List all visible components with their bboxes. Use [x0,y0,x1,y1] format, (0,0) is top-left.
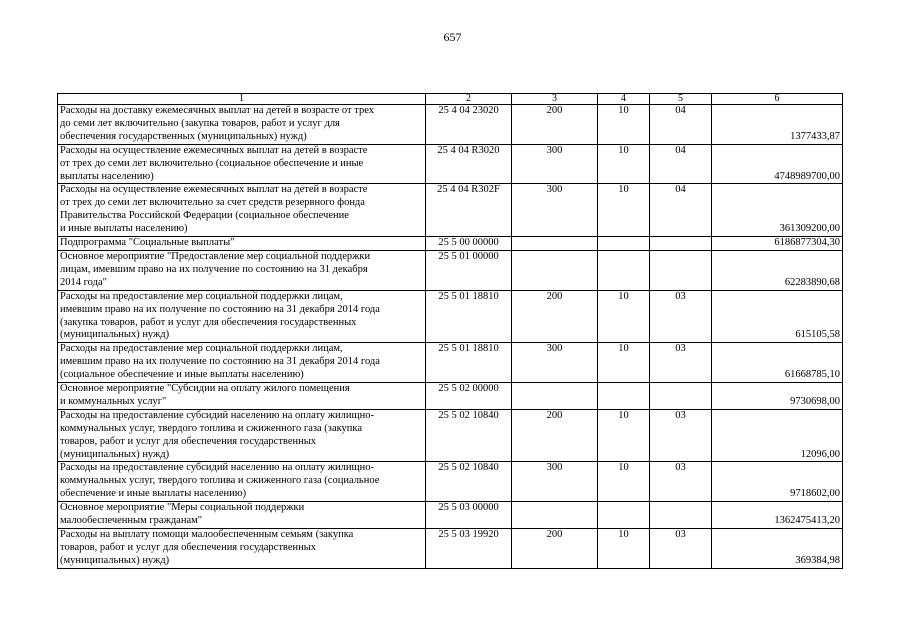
subsection-cell: 04 [650,105,712,145]
description-line: и иные выплаты населению) [60,223,188,235]
target-code-cell: 25 5 03 19920 [426,529,512,569]
amount-cell: 1362475413,20 [712,502,843,529]
row-description [58,343,426,383]
description-line: товаров, работ и услуг для обеспечения государственных [60,435,317,447]
section-cell: 10 [598,409,650,462]
subsection-cell: 03 [650,290,712,343]
section-cell: 10 [598,529,650,569]
row-description [58,250,426,290]
column-header: 3 [512,94,598,105]
row-description [58,290,426,343]
amount-cell: 9730698,00 [712,383,843,410]
description-line: Подпрограмма "Социальные выплаты" [60,237,235,249]
description-line: обеспечения государственных (муниципальных) нужд) [60,130,307,142]
table-row [58,237,843,251]
expense-type-cell: 300 [512,144,598,184]
description-line: Основное мероприятие "Субсидии на оплату жилого помещения [60,383,350,395]
table-row [58,383,843,410]
description-line: Расходы на предоставление субсидий населению на оплату жилищно- [60,462,374,474]
expense-type-cell: 300 [512,462,598,502]
section-cell: 10 [598,290,650,343]
description-line: товаров, работ и услуг для обеспечения государственных [60,541,317,553]
description-line: Расходы на предоставление субсидий населению на оплату жилищно- [60,409,374,421]
target-code-cell: 25 5 00 00000 [426,237,512,251]
description-line: коммунальных услуг, твердого топлива и сжиженного газа (закупка [60,422,363,434]
subsection-cell: 03 [650,462,712,502]
description-line: Основное мероприятие "Меры социальной поддержки [60,502,305,514]
description-line: от трех до семи лет включительно за счет средств резервного фонда [60,197,365,209]
amount-cell: 62283890,68 [712,250,843,290]
section-cell [598,502,650,529]
table-row [58,290,843,343]
target-code-cell: 25 5 01 18810 [426,290,512,343]
description-line: Расходы на предоставление мер социальной поддержки лицам, [60,343,343,355]
column-header: 4 [598,94,650,105]
subsection-cell: 03 [650,409,712,462]
column-header: 6 [712,94,843,105]
budget-table [57,93,843,569]
amount-cell: 6186877304,30 [712,237,843,251]
amount-cell: 369384,98 [712,529,843,569]
description-line: от трех до семи лет включительно (социальное обеспечение и иные [60,157,364,169]
expense-type-cell: 200 [512,290,598,343]
target-code-cell: 25 5 02 10840 [426,462,512,502]
row-description [58,144,426,184]
section-cell: 10 [598,184,650,237]
amount-cell: 361309200,00 [712,184,843,237]
section-cell: 10 [598,343,650,383]
amount-cell: 61668785,10 [712,343,843,383]
expense-type-cell [512,502,598,529]
section-cell [598,237,650,251]
description-line: (муниципальных) нужд) [60,329,170,341]
description-line: Расходы на осуществление ежемесячных выплат на детей в возрасте [60,184,368,196]
amount-cell: 12096,00 [712,409,843,462]
target-code-cell: 25 5 01 00000 [426,250,512,290]
header-row [58,94,843,105]
page-number: 657 [443,30,462,44]
expense-type-cell [512,250,598,290]
amount-cell: 615105,58 [712,290,843,343]
description-line: Расходы на осуществление ежемесячных выплат на детей в возрасте [60,144,368,156]
subsection-cell: 03 [650,343,712,383]
target-code-cell: 25 4 04 R3020 [426,144,512,184]
row-description [58,237,426,251]
target-code-cell: 25 4 04 23020 [426,105,512,145]
table-row [58,343,843,383]
description-line: лицам, имевшим право на их получение по состоянию на 31 декабря [60,263,368,275]
row-description [58,409,426,462]
table-row [58,409,843,462]
expense-type-cell: 200 [512,105,598,145]
target-code-cell: 25 5 02 00000 [426,383,512,410]
expense-type-cell [512,383,598,410]
description-line: и коммунальных услуг" [60,395,167,407]
expense-type-cell: 200 [512,529,598,569]
table-row [58,105,843,145]
table-row [58,529,843,569]
description-line: Правительства Российской Федерации (социальное обеспечение [60,210,349,222]
subsection-cell [650,237,712,251]
description-line: имевшим право на их получение по состоянию на 31 декабря 2014 года [60,356,380,368]
description-line: Основное мероприятие "Предоставление мер социальной поддержки [60,250,371,262]
target-code-cell: 25 4 04 R302F [426,184,512,237]
subsection-cell [650,250,712,290]
amount-cell: 4748989700,00 [712,144,843,184]
description-line: Расходы на доставку ежемесячных выплат на детей в возрасте от трех [60,105,374,116]
description-line: 2014 года" [60,276,107,288]
row-description [58,529,426,569]
amount-cell: 1377433,87 [712,105,843,145]
section-cell [598,250,650,290]
subsection-cell: 03 [650,529,712,569]
section-cell: 10 [598,462,650,502]
table-row [58,184,843,237]
column-header: 1 [58,94,426,105]
row-description [58,502,426,529]
expense-type-cell: 300 [512,184,598,237]
row-description [58,462,426,502]
subsection-cell [650,502,712,529]
subsection-cell: 04 [650,184,712,237]
description-line: Расходы на выплату помощи малообеспеченным семьям (закупка [60,529,354,540]
description-line: (муниципальных) нужд) [60,448,170,460]
section-cell [598,383,650,410]
table-row [58,502,843,529]
description-line: имевшим право на их получение по состоянию на 31 декабря 2014 года [60,303,380,315]
section-cell: 10 [598,144,650,184]
description-line: малообеспеченным гражданам" [60,515,203,527]
section-cell: 10 [598,105,650,145]
description-line: (муниципальных) нужд) [60,554,170,566]
expense-type-cell [512,237,598,251]
subsection-cell: 04 [650,144,712,184]
table-row [58,462,843,502]
expense-type-cell: 300 [512,343,598,383]
subsection-cell [650,383,712,410]
description-line: (социальное обеспечение и иные выплаты населению) [60,369,304,381]
description-line: коммунальных услуг, твердого топлива и сжиженного газа (социальное [60,475,380,487]
column-header: 2 [426,94,512,105]
row-description [58,383,426,410]
description-line: обеспечение и иные выплаты населению) [60,488,247,500]
table-row [58,144,843,184]
expense-type-cell: 200 [512,409,598,462]
row-description [58,184,426,237]
description-line: до семи лет включительно (закупка товаров, работ и услуг для [60,117,340,129]
description-line: Расходы на предоставление мер социальной поддержки лицам, [60,290,343,302]
row-description [58,105,426,145]
target-code-cell: 25 5 01 18810 [426,343,512,383]
amount-cell: 9718602,00 [712,462,843,502]
target-code-cell: 25 5 03 00000 [426,502,512,529]
column-header: 5 [650,94,712,105]
target-code-cell: 25 5 02 10840 [426,409,512,462]
table-row [58,250,843,290]
description-line: выплаты населению) [60,170,154,182]
description-line: (закупка товаров, работ и услуг для обеспечения государственных [60,316,357,328]
